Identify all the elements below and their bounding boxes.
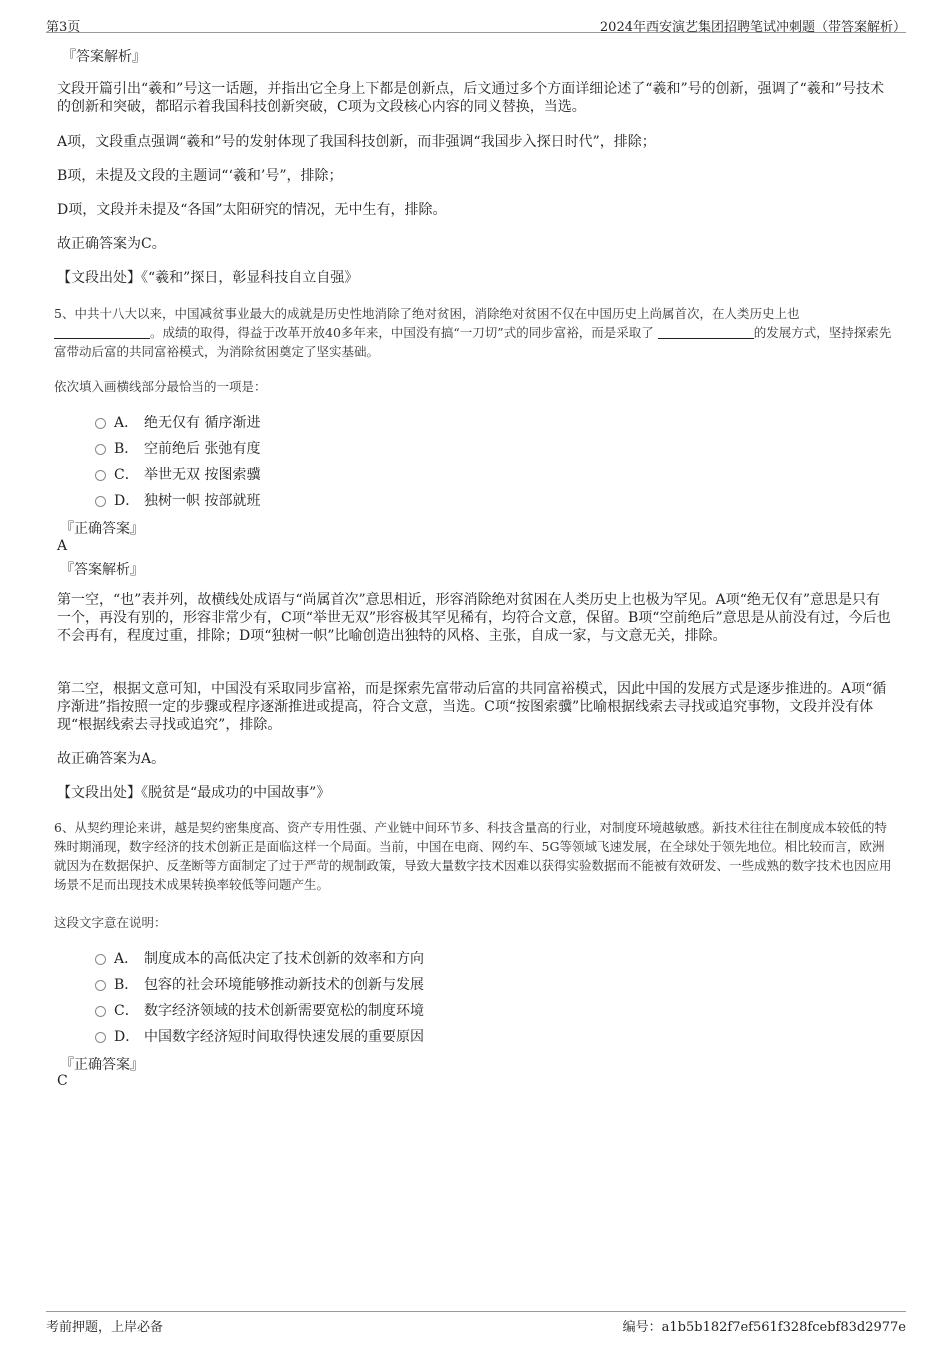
fill-blank-1 — [54, 326, 150, 339]
analysis-paragraph: 文段开篇引出“羲和”号这一话题，并指出它全身上下都是创新点，后文通过多个方面详细论述了“羲和”号的创新，强调了“羲和”号技术的创新和突破，都昭示着我国科技创新突破，C项为文段核心内容的同义替换，当选。 — [57, 81, 884, 115]
analysis-heading: 『答案解析』 — [62, 49, 146, 65]
option-b[interactable]: B． 包容的社会环境能够推动新技术的创新与发展 — [95, 974, 424, 994]
page-header — [46, 14, 906, 33]
question-6-stem: 6、从契约理论来讲，越是契约密集度高、资产专用性强、产业链中间环节多、科技含量高的行业，对制度环境越敏感。新技术往往在制度成本较低的特殊时期涌现，数字经济的技术创新正是面临这样一个局面。当前，中国在电商、网约车、5G等领域飞速发展，在全球处于领先地位。相比较而言，欧洲就因为在数据保护、反垄断等方面制定了过于严苛的规制政策，导致大量数字技术因难以获得实验数据而不能被有效研发、一些成熟的数字技术也因应用场景不足而出现技术成果转换率较低等问题产生。 — [54, 820, 892, 892]
correct-answer: A — [57, 538, 68, 554]
fill-blank-2 — [658, 326, 754, 339]
option-c[interactable]: C． 数字经济领域的技术创新需要宽松的制度环境 — [95, 1000, 424, 1020]
document-id: 编号：a1b5b182f7ef561f328fcebf83d2977e — [622, 1320, 906, 1335]
option-b[interactable]: B． 空前绝后 张弛有度 — [95, 438, 260, 458]
analysis-option-d: D项，文段并未提及“各国”太阳研究的情况，无中生有，排除。 — [57, 202, 447, 218]
correct-answer-heading: 『正确答案』 — [60, 521, 144, 537]
question-5-prompt: 依次填入画横线部分最恰当的一项是： — [54, 379, 267, 394]
radio-icon[interactable] — [95, 496, 106, 507]
option-d[interactable]: D． 独树一帜 按部就班 — [95, 490, 260, 510]
page-footer — [46, 1311, 906, 1336]
radio-icon[interactable] — [95, 470, 106, 481]
answer-conclusion: 故正确答案为A。 — [57, 751, 166, 767]
source-citation: 【文段出处】《“羲和”探日，彰显科技自立自强》 — [57, 270, 359, 286]
analysis-option-a: A项，文段重点强调“羲和”号的发射体现了我国科技创新，而非强调“我国步入探日时代”，排除； — [57, 134, 656, 150]
option-a[interactable]: A． 制度成本的高低决定了技术创新的效率和方向 — [95, 948, 424, 968]
correct-answer: C — [57, 1073, 68, 1089]
analysis-option-b: B项，未提及文段的主题词“‘羲和’号”，排除； — [57, 168, 343, 184]
correct-answer-heading: 『正确答案』 — [60, 1057, 144, 1073]
source-citation: 【文段出处】《脱贫是“最成功的中国故事”》 — [57, 785, 331, 801]
option-a[interactable]: A． 绝无仅有 循序渐进 — [95, 412, 260, 432]
radio-icon[interactable] — [95, 954, 106, 965]
analysis-heading: 『答案解析』 — [60, 562, 144, 578]
radio-icon[interactable] — [95, 1006, 106, 1017]
radio-icon[interactable] — [95, 418, 106, 429]
option-d[interactable]: D． 中国数字经济短时间取得快速发展的重要原因 — [95, 1026, 424, 1046]
analysis-paragraph-1: 第一空，“也”表并列，故横线处成语与“尚属首次”意思相近，形容消除绝对贫困在人类历史上也极为罕见。A项“绝无仅有”意思是只有一个，再没有别的，形容非常少有，C项“举世无双”形容极其罕见稀有，均符合文意，保留。B项“空前绝后”意思是从前没有过，今后也不会再有，程度过重，排除；D项“独树一帜”比喻创造出独特的风格、主张，自成一家，与文意无关，排除。 — [57, 592, 891, 644]
question-5-stem: 5、中共十八大以来，中国减贫事业最大的成就是历史性地消除了绝对贫困，消除绝对贫困不仅在中国历史上尚属首次，在人类历史上也 。成绩的取得，得益于改革开放40多年来，中国没有搞“一刀切”式的同步富裕，而是采取了 的发展方式，坚持探索先富带动后富的共同富裕模式，为消除贫困奠定了坚实基础。 — [54, 306, 892, 359]
page-number: 第3页 — [46, 20, 81, 35]
footer-slogan: 考前押题，上岸必备 — [46, 1320, 164, 1335]
radio-icon[interactable] — [95, 980, 106, 991]
document-title: 2024年西安演艺集团招聘笔试冲刺题（带答案解析） — [599, 20, 906, 35]
question-6-prompt: 这段文字意在说明： — [54, 915, 167, 930]
option-c[interactable]: C． 举世无双 按图索骥 — [95, 464, 260, 484]
radio-icon[interactable] — [95, 444, 106, 455]
answer-conclusion: 故正确答案为C。 — [57, 236, 166, 252]
analysis-paragraph-2: 第二空，根据文意可知，中国没有采取同步富裕，而是探索先富带动后富的共同富裕模式，因此中国的发展方式是逐步推进的。A项“循序渐进”指按照一定的步骤或程序逐渐推进或提高，符合文意，当选。C项“按图索骥”比喻根据线索去寻找或追究事物，文段并没有体现“根据线索去寻找或追究”，排除。 — [57, 681, 887, 733]
radio-icon[interactable] — [95, 1032, 106, 1043]
